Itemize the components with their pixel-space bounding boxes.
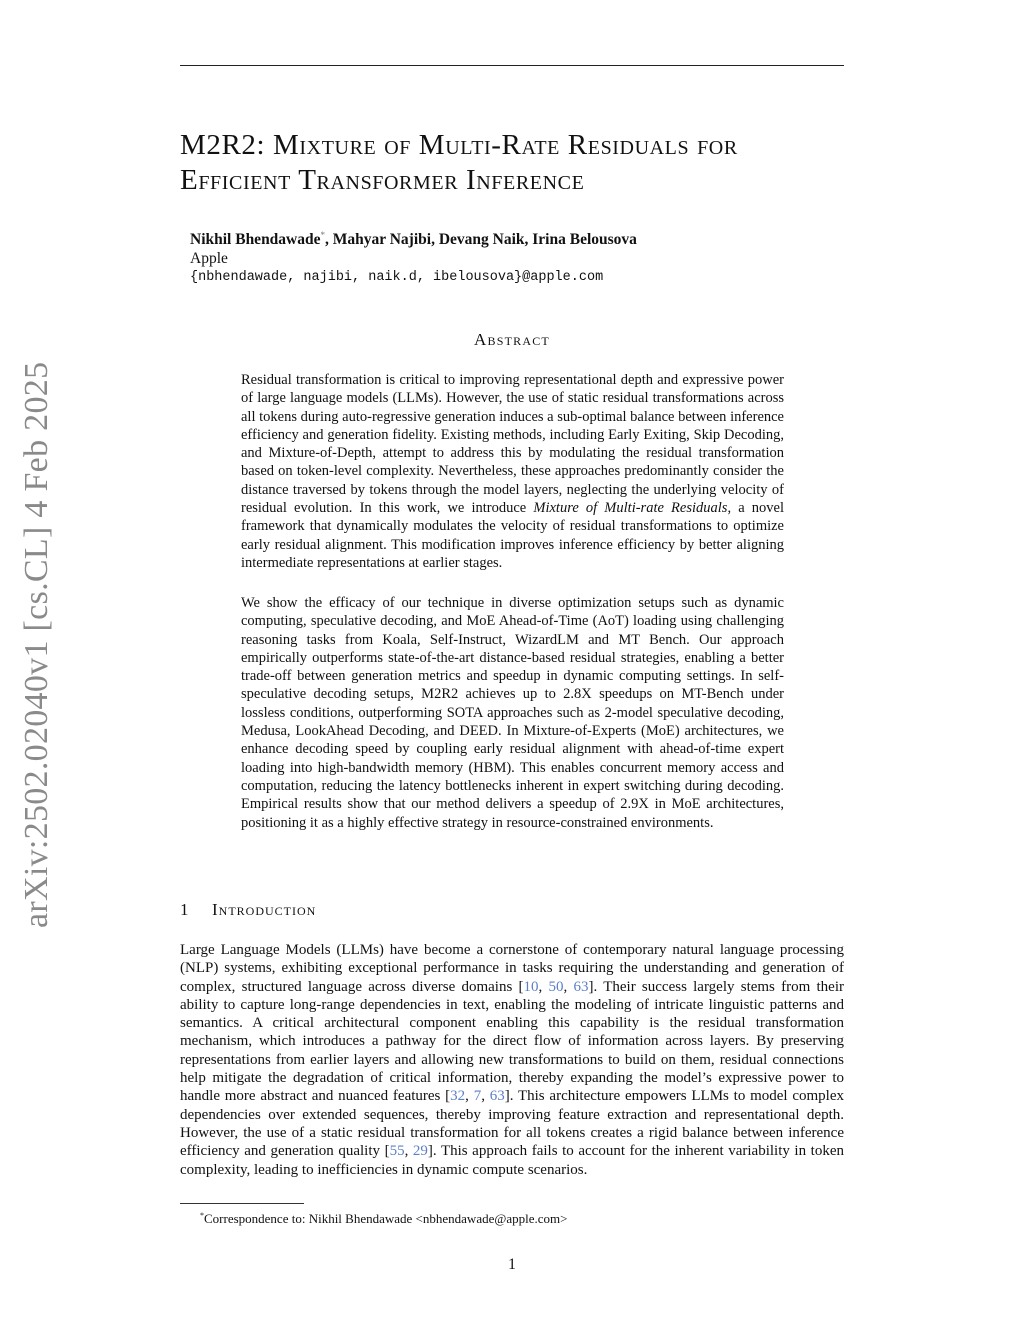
author-names: Nikhil Bhendawade*, Mahyar Najibi, Devang Naik, Irina Belousova xyxy=(190,230,637,248)
abstract-text: Residual transformation is critical to improving representational depth and expressive power of large language models (LLMs). However, the use of static residual transformations across all tokens during auto-regressive generation induces a sub-optimal balance between inference efficiency and generation fidelity. Existing methods, including Early Exiting, Skip Decoding, and Mixture-of-Depth, attempt to address this by modulating the residual transformation based on token-level complexity. Nevertheless, these approaches predominantly consider the distance traversed by tokens through the model layers, neglecting the underlying velocity of residual evolution. In this work, we introduce xyxy=(241,372,784,517)
page-number: 1 xyxy=(508,1256,516,1273)
abstract-paragraph-1 xyxy=(241,371,784,572)
body-text: ]. This approach fails to account for the inherent variability in token complexity, leading to inefficiencies in dynamic compute scenarios. xyxy=(180,1143,844,1178)
citation-link[interactable]: 32 xyxy=(450,1088,466,1105)
footnote-rule xyxy=(180,1203,304,1204)
citation-link[interactable]: 55 xyxy=(389,1143,405,1160)
body-text: , xyxy=(563,978,574,995)
top-rule xyxy=(180,65,844,66)
citation-link[interactable]: 63 xyxy=(489,1088,505,1105)
author-block xyxy=(190,226,830,287)
citation-link[interactable]: 50 xyxy=(548,978,564,995)
abstract-heading: Abstract xyxy=(474,330,550,349)
abstract-paragraph-2: We show the efficacy of our technique in diverse optimization setups such as dynamic computing, speculative decoding, and MoE Ahead-of-Time (AoT) loading using challenging reasoning tasks from Koala, Self-Instruct, WizardLM and MT Bench. Our approach empirically outperforms state-of-the-art distance-based residual strategies, enabling a better trade-off between generation metrics and speedup in dynamic computing settings. In self-speculative decoding setups, M2R2 achieves up to 2.8X speedups on MT-Bench under lossless conditions, outperforming SOTA approaches such as 2-model speculative decoding, Medusa, LookAhead Decoding, and DEED. In Mixture-of-Experts (MoE) architectures, we enhance decoding speed by coupling early residual alignment with ahead-of-time expert loading into high-bandwidth memory (HBM). This enables concurrent memory access and computation, reducing the latency bottlenecks inherent in expert switching during decoding. Empirical results show that our method delivers a speedup of 2.9X in MoE architectures, positioning it as a highly effective strategy in resource-constrained environments. xyxy=(241,595,784,831)
paper-title xyxy=(180,128,850,198)
abstract-text: , a novel framework that dynamically modulates the velocity of residual transformations to optimize early residual alignment. This modification improves inference efficiency by better aligning intermediate representations at earlier stages. xyxy=(241,500,784,571)
method-name-emphasis: Mixture of Multi-rate Residuals xyxy=(533,500,728,517)
body-text: ]. This architecture empowers LLMs to model complex dependencies over extended sequences, thereby improving feature extraction and representational depth. However, the use of a static residual transformation for all tokens creates a rigid balance between inference efficiency and generation quality [ xyxy=(180,1088,845,1160)
citation-link[interactable]: 7 xyxy=(473,1088,482,1105)
body-text: ]. Their success largely stems from their ability to capture long-range dependencies in text, enabling the modeling of intricate linguistic patterns and semantics. A critical architectural component enabling this capability is the residual transformation mechanism, which introduces a pathway for the direct flow of information across layers. By preserving representations from earlier layers and allowing new transformations to build on them, residual connections help mitigate the degradation of critical information, thereby expanding the model’s expressive power to handle more abstract and nuanced features [ xyxy=(180,978,845,1105)
author-emails: {nbhendawade, najibi, naik.d, ibelousova}@apple.com xyxy=(190,270,604,285)
body-text: , xyxy=(538,978,549,995)
section-heading-introduction xyxy=(180,900,316,920)
citation-link[interactable]: 29 xyxy=(412,1143,428,1160)
title-line-1: M2R2: Mixture of Multi-Rate Residuals for xyxy=(180,129,738,161)
affiliation: Apple xyxy=(190,250,228,267)
body-text: , xyxy=(404,1143,413,1160)
footnote-text: Correspondence to: Nikhil Bhendawade <nbhendawade@apple.com> xyxy=(204,1211,568,1226)
title-line-2: Efficient Transformer Inference xyxy=(180,164,585,196)
correspondence-mark[interactable]: * xyxy=(320,230,326,240)
section-title: Introduction xyxy=(212,900,317,919)
introduction-paragraph xyxy=(180,941,844,1179)
body-text: Large Language Models (LLMs) have become a cornerstone of contemporary natural language processing (NLP) systems, exhibiting exceptional performance in tasks requiring the understanding and generation of complex, structured language across diverse domains [ xyxy=(180,942,844,995)
other-authors: Mahyar Najibi, Devang Naik, Irina Belousova xyxy=(332,231,637,248)
section-number: 1 xyxy=(180,900,190,919)
footnote xyxy=(200,1207,567,1227)
body-text: , xyxy=(465,1088,474,1105)
first-author: Nikhil Bhendawade xyxy=(190,231,321,248)
citation-link[interactable]: 63 xyxy=(573,978,589,995)
footnote-mark: * xyxy=(200,1211,204,1220)
citation-link[interactable]: 10 xyxy=(523,978,539,995)
body-text: , xyxy=(481,1088,490,1105)
arxiv-identifier[interactable]: arXiv:2502.02040v1 [cs.CL] 4 Feb 2025 xyxy=(18,361,55,928)
